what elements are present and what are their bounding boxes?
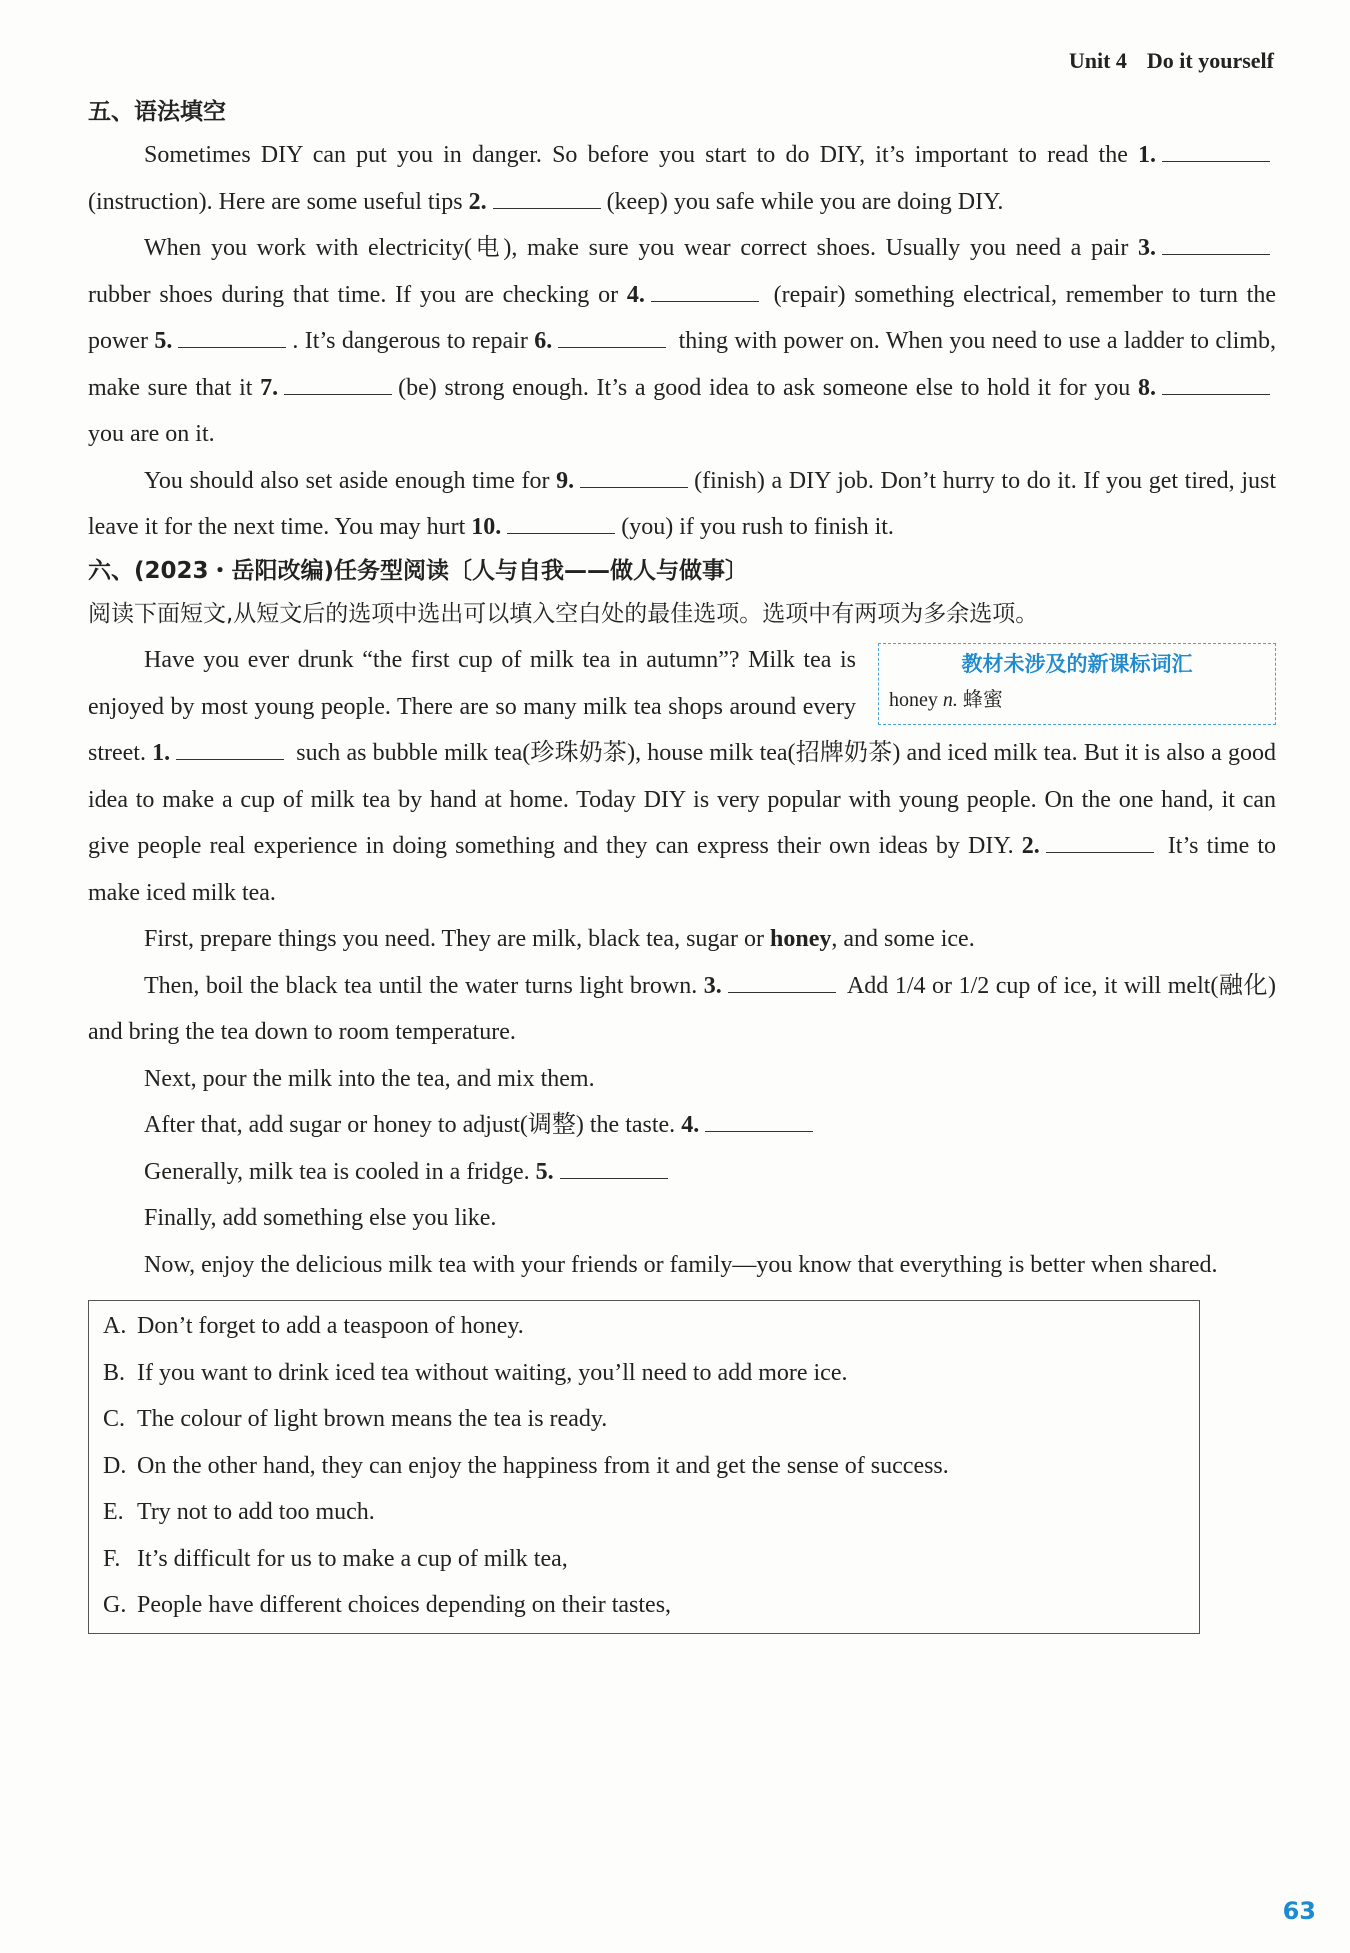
question-number: 1. bbox=[152, 740, 171, 766]
answer-blank[interactable] bbox=[507, 511, 615, 534]
option-item bbox=[103, 1350, 1185, 1397]
text: , and some ice. bbox=[831, 926, 975, 952]
option-item bbox=[103, 1443, 1185, 1490]
question-number: 4. bbox=[681, 1112, 700, 1138]
answer-blank[interactable] bbox=[728, 970, 836, 993]
text: After that, add sugar or honey to adjust(调整) the taste. bbox=[144, 1112, 682, 1138]
option-item bbox=[103, 1536, 1185, 1583]
text: When you work with electricity(电), make sure you wear correct shoes. Usually you need a pair bbox=[144, 235, 1138, 261]
question-number: 7. bbox=[260, 374, 279, 401]
options-box bbox=[88, 1300, 1200, 1634]
answer-blank[interactable] bbox=[1162, 139, 1270, 162]
question-number: 6. bbox=[534, 328, 553, 354]
section-5-title: 五、语法填空 bbox=[88, 99, 226, 125]
option-letter: B. bbox=[103, 1359, 126, 1386]
option-item bbox=[103, 1303, 1185, 1350]
answer-blank[interactable] bbox=[284, 372, 392, 395]
option-item bbox=[103, 1489, 1185, 1536]
answer-blank[interactable] bbox=[176, 737, 284, 760]
text: Have you ever drunk “the first cup of milk tea in autumn”? Milk tea is enjoyed by most young people. There are so many milk tea shops around every street. bbox=[88, 647, 856, 766]
option-item bbox=[103, 1396, 1185, 1443]
text: (you) if you rush to finish it. bbox=[621, 514, 894, 540]
unit-topic: Do it yourself bbox=[1146, 48, 1274, 73]
vocab-box bbox=[878, 643, 1276, 725]
answer-blank[interactable] bbox=[651, 279, 759, 302]
section-6-instruction: 阅读下面短文,从短文后的选项中选出可以填入空白处的最佳选项。选项中有两项为多余选项。 bbox=[88, 600, 1039, 627]
question-number: 8. bbox=[1138, 374, 1156, 401]
text: It’s time to make iced milk tea. bbox=[88, 833, 1277, 906]
bold-word: honey bbox=[770, 926, 832, 952]
answer-blank[interactable] bbox=[178, 325, 286, 348]
option-text: Don’t forget to add a teaspoon of honey. bbox=[137, 1313, 524, 1339]
answer-blank[interactable] bbox=[493, 186, 601, 209]
s6-paragraph-8: Now, enjoy the delicious milk tea with your friends or family—you know that everything is better when shared. bbox=[144, 1251, 1218, 1278]
question-number: 5. bbox=[154, 328, 173, 354]
question-number: 2. bbox=[468, 188, 487, 215]
option-letter: D. bbox=[103, 1452, 127, 1479]
s6-paragraph-4: Next, pour the milk into the tea, and mix them. bbox=[144, 1065, 595, 1092]
s6-paragraph-3 bbox=[88, 963, 1276, 1056]
option-letter: G. bbox=[103, 1592, 127, 1618]
option-letter: A. bbox=[103, 1313, 127, 1339]
option-text: It’s difficult for us to make a cup of milk tea, bbox=[137, 1545, 568, 1572]
text: First, prepare things you need. They are milk, black tea, sugar or bbox=[144, 926, 771, 952]
section-6-title: 六、(2023・岳阳改编)任务型阅读〔人与自我——做人与做事〕 bbox=[88, 557, 749, 584]
question-number: 10. bbox=[471, 514, 502, 540]
text: such as bubble milk tea(珍珠奶茶), house milk tea(招牌奶茶) and iced milk tea. But it is also a good idea to make a cup of milk tea by hand at home. Today DIY is very popular with young people. On the one hand, it can give people real experience in doing something and they can express their own ideas by DIY. bbox=[88, 740, 1276, 859]
text: Generally, milk tea is cooled in a fridge. bbox=[144, 1158, 536, 1185]
vocab-meaning: 蜂蜜 bbox=[962, 689, 1003, 711]
text: thing with power on. When you need to use a ladder to climb, make sure that it bbox=[88, 328, 1276, 401]
answer-blank[interactable] bbox=[1162, 232, 1270, 255]
option-text: On the other hand, they can enjoy the happiness from it and get the sense of success. bbox=[137, 1452, 949, 1479]
question-number: 1. bbox=[1138, 142, 1156, 168]
s6-paragraph-6 bbox=[88, 1149, 1276, 1196]
text: Sometimes DIY can put you in danger. So before you start to do DIY, it’s important to read the bbox=[144, 142, 1138, 168]
option-text: People have different choices depending on their tastes, bbox=[137, 1592, 672, 1618]
option-text: If you want to drink iced tea without waiting, you’ll need to add more ice. bbox=[137, 1359, 848, 1386]
answer-blank[interactable] bbox=[560, 1156, 668, 1179]
text: . It’s dangerous to repair bbox=[292, 328, 535, 354]
text: (keep) you safe while you are doing DIY. bbox=[606, 188, 1004, 215]
question-number: 5. bbox=[535, 1158, 554, 1185]
s5-paragraph-1 bbox=[88, 132, 1276, 225]
s5-paragraph-2 bbox=[88, 225, 1276, 458]
question-number: 2. bbox=[1021, 833, 1040, 859]
page-content bbox=[88, 92, 1276, 1634]
text: (instruction). Here are some useful tips bbox=[88, 188, 469, 215]
answer-blank[interactable] bbox=[558, 325, 666, 348]
text: (repair) something electrical, remember to turn the power bbox=[88, 281, 1276, 354]
text: Add 1/4 or 1/2 cup of ice, it will melt(融化) and bring the tea down to room temperature. bbox=[88, 972, 1276, 1045]
option-letter: F. bbox=[103, 1545, 121, 1572]
question-number: 3. bbox=[1138, 235, 1156, 261]
answer-blank[interactable] bbox=[705, 1109, 813, 1132]
option-text: The colour of light brown means the tea is ready. bbox=[137, 1406, 608, 1432]
text: You should also set aside enough time for bbox=[144, 467, 557, 494]
option-item bbox=[103, 1582, 1185, 1629]
vocab-title: 教材未涉及的新课标词汇 bbox=[961, 652, 1193, 676]
s6-paragraph-2 bbox=[88, 916, 1276, 963]
vocab-entry bbox=[889, 682, 1265, 718]
answer-blank[interactable] bbox=[1046, 830, 1154, 853]
option-letter: C. bbox=[103, 1406, 126, 1432]
running-header bbox=[1069, 48, 1274, 74]
text: rubber shoes during that time. If you are checking or bbox=[88, 281, 627, 308]
text: (finish) a DIY job. Don’t hurry to do it. If you get tired, just leave it for the next time. You may hurt bbox=[88, 467, 1276, 540]
page-number: 63 bbox=[1282, 1897, 1316, 1925]
unit-label: Unit 4 bbox=[1068, 48, 1127, 73]
vocab-word: honey bbox=[889, 689, 938, 711]
s5-paragraph-3 bbox=[88, 458, 1276, 551]
question-number: 4. bbox=[626, 281, 645, 308]
text: Then, boil the black tea until the water turns light brown. bbox=[144, 972, 704, 999]
vocab-pos: n. bbox=[942, 689, 958, 711]
option-letter: E. bbox=[103, 1499, 124, 1525]
option-text: Try not to add too much. bbox=[137, 1499, 375, 1525]
answer-blank[interactable] bbox=[1162, 372, 1270, 395]
question-number: 3. bbox=[703, 972, 722, 999]
s6-paragraph-7: Finally, add something else you like. bbox=[144, 1205, 497, 1231]
s6-paragraph-5 bbox=[88, 1102, 1276, 1149]
question-number: 9. bbox=[556, 467, 575, 494]
text: (be) strong enough. It’s a good idea to ask someone else to hold it for you bbox=[398, 374, 1138, 401]
text: you are on it. bbox=[88, 421, 215, 447]
answer-blank[interactable] bbox=[580, 465, 688, 488]
